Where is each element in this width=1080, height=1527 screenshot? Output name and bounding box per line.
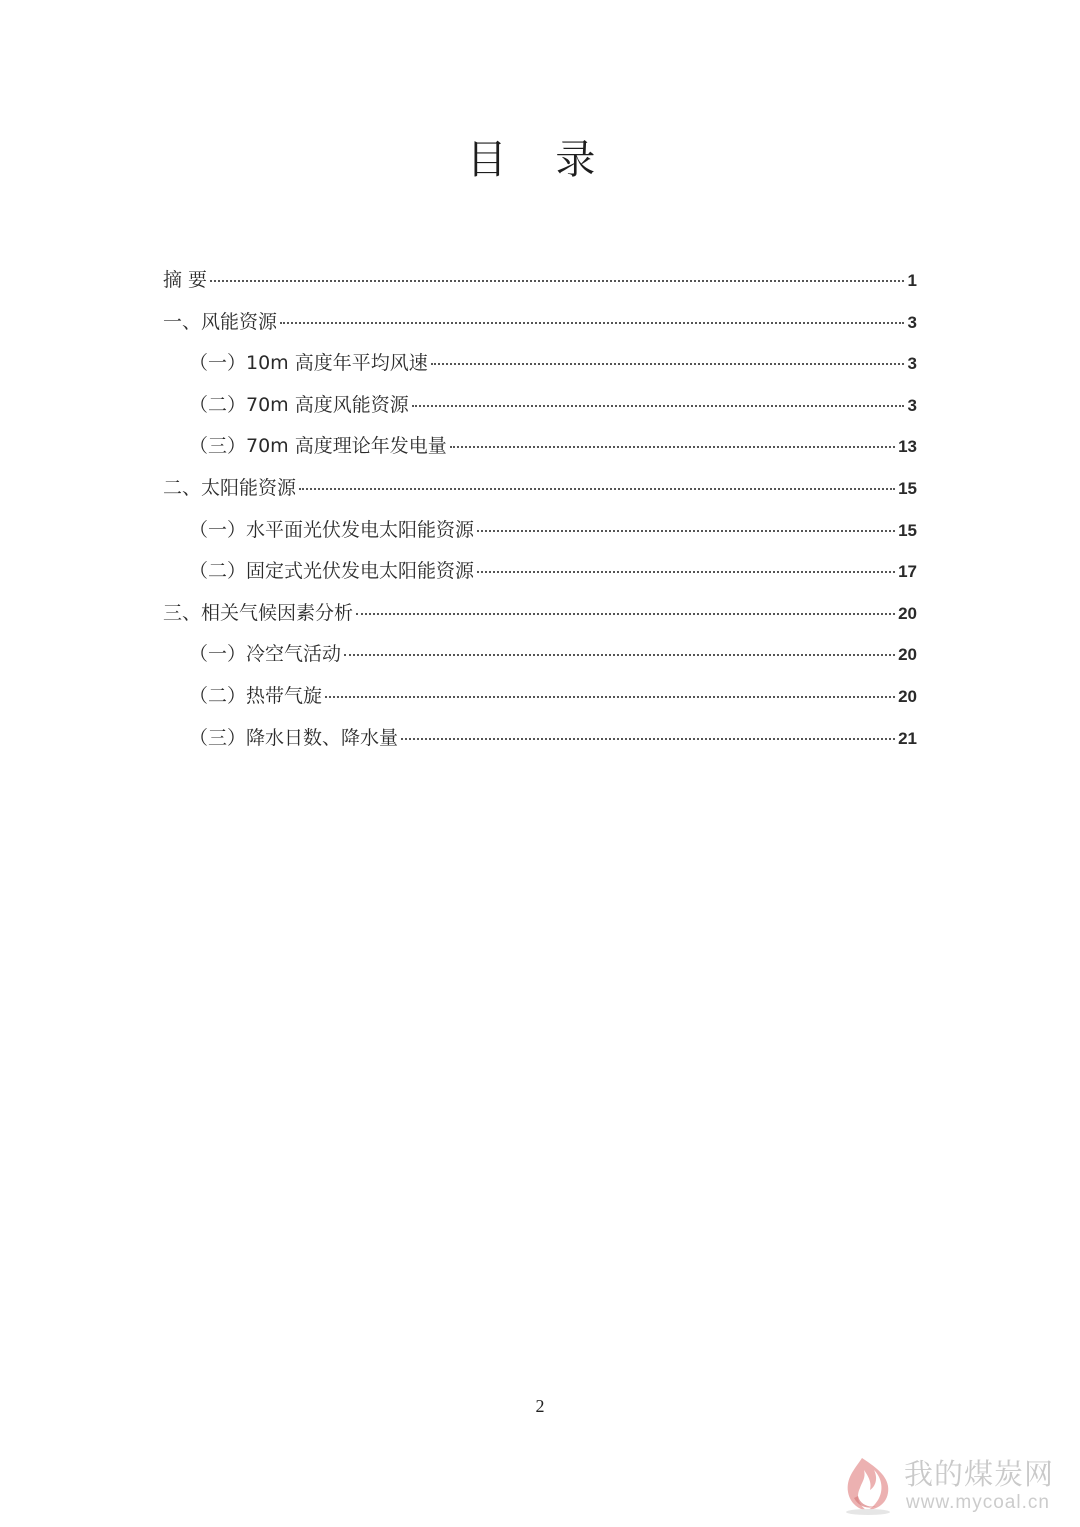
toc-entry-label: （一）水平面光伏发电太阳能资源 (189, 518, 475, 541)
toc-entry-page: 20 (898, 645, 917, 665)
toc-entry-label: （三）降水日数、降水量 (189, 726, 399, 749)
toc-entry-page: 20 (898, 603, 917, 623)
table-of-contents (163, 265, 917, 764)
toc-entry[interactable] (163, 723, 917, 765)
toc-entry-page: 21 (898, 728, 917, 748)
watermark-url: www.mycoal.cn (906, 1492, 1050, 1513)
watermark-site-name: 我的煤炭网 (904, 1457, 1055, 1491)
toc-entry-page: 20 (898, 686, 917, 706)
toc-entry[interactable] (163, 431, 917, 473)
toc-leader (280, 321, 904, 324)
toc-entry[interactable] (163, 598, 917, 640)
toc-entry-page: 13 (898, 437, 917, 457)
toc-entry-label: 一、风能资源 (163, 310, 278, 333)
watermark (832, 1452, 1072, 1522)
toc-entry[interactable] (163, 473, 917, 515)
toc-entry-label: （二）70m 高度风能资源 (189, 393, 409, 416)
toc-entry[interactable] (163, 515, 917, 557)
page-number: 2 (535, 1396, 545, 1416)
toc-entry-label: 摘 要 (163, 269, 208, 291)
toc-entry[interactable] (163, 639, 917, 681)
toc-entry-label: （三）70m 高度理论年发电量 (189, 435, 447, 458)
toc-entry-label: 二、太阳能资源 (163, 476, 297, 499)
flame-icon (832, 1452, 896, 1516)
toc-leader (431, 362, 904, 365)
toc-entry[interactable] (163, 681, 917, 723)
toc-entry-label: （一）冷空气活动 (189, 643, 342, 666)
toc-leader (450, 445, 895, 448)
toc-entry-page: 3 (907, 354, 917, 374)
page-title: 目 录 (466, 137, 614, 183)
toc-entry-page: 3 (907, 395, 917, 415)
toc-entry[interactable] (163, 556, 917, 598)
toc-leader (412, 404, 904, 407)
toc-leader (344, 653, 895, 656)
toc-leader (477, 529, 895, 532)
toc-entry-label: （一）10m 高度年平均风速 (189, 352, 428, 375)
toc-entry[interactable] (163, 265, 917, 307)
toc-entry-page: 17 (898, 562, 917, 582)
toc-entry[interactable] (163, 390, 917, 432)
toc-leader (325, 695, 895, 698)
toc-entry-page: 3 (907, 312, 917, 332)
toc-entry[interactable] (163, 307, 917, 349)
toc-entry-page: 1 (907, 271, 917, 290)
toc-entry-label: （二）固定式光伏发电太阳能资源 (189, 560, 475, 583)
toc-leader (299, 487, 895, 490)
toc-entry-page: 15 (898, 520, 917, 540)
toc-leader (401, 737, 895, 740)
toc-entry-label: （二）热带气旋 (189, 684, 323, 707)
toc-leader (210, 279, 904, 282)
toc-leader (477, 570, 895, 573)
toc-entry[interactable] (163, 348, 917, 390)
toc-leader (356, 612, 895, 615)
toc-entry-page: 15 (898, 478, 917, 498)
toc-entry-label: 三、相关气候因素分析 (163, 601, 354, 624)
